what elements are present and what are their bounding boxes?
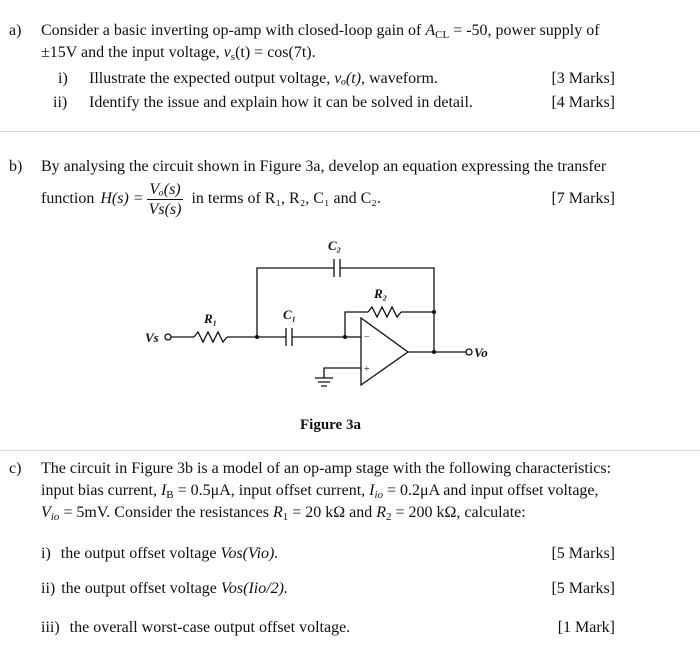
supply-text: ±15V and the input voltage, bbox=[41, 44, 220, 61]
part-a-item-2-num: ii) bbox=[53, 94, 68, 111]
function-word: function bbox=[41, 190, 95, 207]
label-vo: Vo bbox=[474, 345, 488, 360]
r1-value: = 20 kΩ and bbox=[292, 504, 373, 521]
part-c-label: c) bbox=[9, 460, 22, 477]
part-a-item-2-text: Identify the issue and explain how it can be solved in detail. bbox=[89, 94, 473, 111]
node-dot-output bbox=[432, 350, 436, 354]
part-a-item-2-marks: [4 Marks] bbox=[551, 94, 615, 111]
part-c-line2: input bias current, $I_B = 0.5\mu A$, input offset current, $I_{io} = 0.2\mu A$ and input offset voltage, bbox=[41, 482, 599, 501]
r2-value: = 200 kΩ, calculate: bbox=[395, 504, 526, 521]
wire-noninverting-ground bbox=[324, 368, 361, 378]
transfer-numerator: Vₒ(s) bbox=[147, 180, 184, 200]
vio-value: = 5mV. Consider the resistances bbox=[63, 504, 269, 521]
part-a-label: a) bbox=[9, 22, 22, 39]
part-c-item-2-marks: [5 Marks] bbox=[551, 580, 615, 597]
vos-iio-math: Vos(Iio/2). bbox=[220, 580, 288, 597]
iio-value: = 0.2μA and input offset voltage, bbox=[387, 482, 599, 499]
part-c-item-1 bbox=[41, 545, 278, 563]
part-c-item-3 bbox=[41, 619, 350, 637]
vo-t-math: vₒ(t) bbox=[334, 70, 362, 87]
vs-symbol: v bbox=[223, 44, 231, 61]
part-b-marks: [7 Marks] bbox=[551, 190, 615, 207]
divider-b-c bbox=[0, 450, 700, 451]
transfer-lhs: H(s) = bbox=[100, 190, 144, 207]
part-c-line1: The circuit in Figure 3b is a model of an op-amp stage with the following characteristics: bbox=[41, 460, 612, 477]
part-c-item-3-text: the overall worst-case output offset voltage. bbox=[69, 619, 351, 636]
label-c1: C₁ bbox=[283, 307, 297, 322]
ib-value: = 0.5μA, input offset current, bbox=[177, 482, 366, 499]
vo-terminal bbox=[466, 349, 472, 355]
part-c-item-2-text: the output offset voltage bbox=[61, 580, 217, 597]
part-a-item-1-body: Illustrate the expected output voltage, bbox=[89, 70, 331, 87]
capacitor-c2 bbox=[329, 259, 345, 277]
label-r2: R₂ bbox=[374, 286, 388, 301]
gain-subscript: CL bbox=[435, 29, 450, 41]
vs-terminal bbox=[165, 334, 171, 340]
ground-symbol bbox=[315, 378, 333, 386]
label-minus: − bbox=[364, 332, 370, 343]
part-c-item-1-num: i) bbox=[41, 545, 51, 562]
part-c-item-3-num: iii) bbox=[41, 619, 60, 636]
label-c2: C₂ bbox=[328, 238, 342, 253]
part-a-line1-text: Consider a basic inverting op-amp with closed-loop gain of bbox=[41, 22, 422, 39]
gain-value: = -50, power supply of bbox=[453, 22, 600, 39]
transfer-denominator: Vs(s) bbox=[148, 200, 182, 218]
figure-caption: Figure 3a bbox=[300, 417, 361, 433]
vos-vio-math: Vos(Vio). bbox=[220, 545, 279, 562]
part-b-line1: By analysing the circuit shown in Figure 3a, develop an equation expressing the transfer bbox=[41, 158, 607, 175]
vs-subscript: s bbox=[230, 51, 236, 63]
part-c-item-2-num: ii) bbox=[41, 580, 56, 597]
part-b-label: b) bbox=[9, 158, 23, 175]
part-a-item-1-after: , waveform. bbox=[361, 70, 438, 87]
gain-symbol: A bbox=[425, 22, 436, 39]
label-vs: Vs bbox=[145, 330, 159, 345]
capacitor-c1 bbox=[280, 328, 300, 346]
part-a-item-1-num: i) bbox=[58, 70, 68, 87]
label-r1: R₁ bbox=[204, 311, 218, 326]
part-c-item-1-text: the output offset voltage bbox=[60, 545, 217, 562]
node-dot-r2 bbox=[432, 310, 436, 314]
vs-expression: (t) = cos(7t). bbox=[235, 44, 316, 61]
label-plus: + bbox=[364, 364, 370, 375]
part-c-item-3-marks: [1 Mark] bbox=[557, 619, 615, 636]
part-a-item-1-marks: [3 Marks] bbox=[551, 70, 615, 87]
wire-c2-left bbox=[257, 268, 329, 337]
part-c-item-1-marks: [5 Marks] bbox=[551, 545, 615, 562]
resistor-r2 bbox=[368, 307, 401, 317]
node-dot-input bbox=[255, 335, 259, 339]
resistor-r1 bbox=[194, 332, 227, 342]
part-c-item-2 bbox=[41, 570, 288, 608]
part-c-line3: $V_{io} = 5mV$. Consider the resistances $R_1 = 20$ kΩ and $R_2 = 200$ kΩ, calculate: bbox=[41, 504, 526, 523]
ib-pre: input bias current, bbox=[41, 482, 157, 499]
node-dot-inverting bbox=[343, 335, 347, 339]
transfer-rest: in terms of R₁, R₂, C₁ and C₂. bbox=[191, 190, 381, 207]
